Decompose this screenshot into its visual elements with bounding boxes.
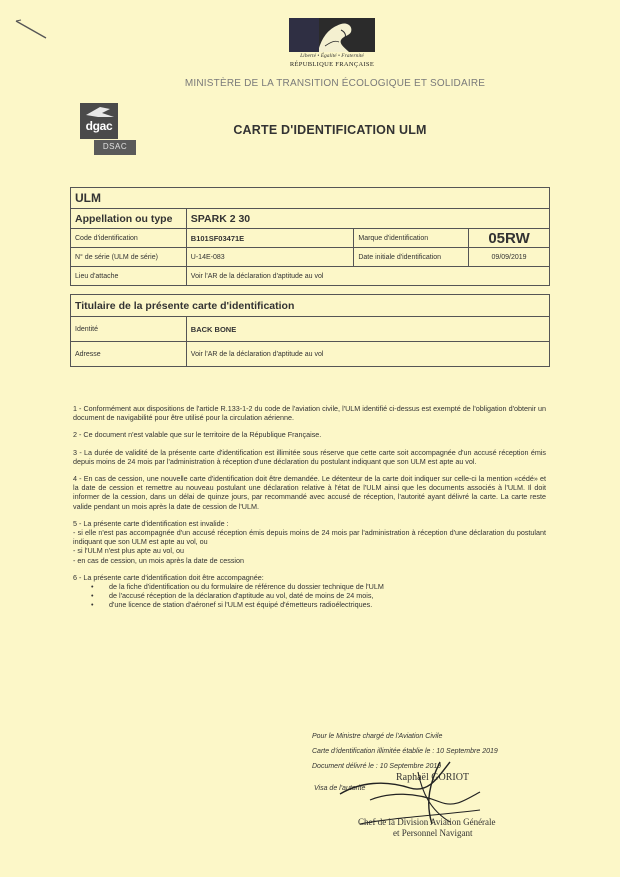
note-5-title: 5 - La présente carte d'identification est invalide : — [73, 518, 229, 528]
marianne-logo — [289, 18, 375, 52]
note-4: 4 - En cas de cession, une nouvelle carte d'identification doit être demandée. Le détenteur de la carte doit indiquer sur celle-ci la mention «cédé» et la date de cession et remettre au nouveau postulant une déclaration relative à l'état de l'ULM ainsi que les documents associés à l'ULM. Il doit informer de la cession, dans un délai de quinze jours, par recommandé avec accusé de réception, l'autorité ayant délivré la carte. La carte reste valide pendant un mois après la date de cession de l'ULM. — [73, 474, 546, 511]
dgac-logo-text: dgac — [85, 119, 113, 133]
signature-line-3: Document délivré le : 10 Septembre 2019 — [312, 763, 442, 770]
corner-pen-mark — [14, 18, 48, 40]
adresse-value: Voir l'AR de la déclaration d'aptitude au vol — [186, 342, 549, 367]
list-item: • d'une licence de station d'aéronef si l'ULM est équipé d'émetteurs radioélectriques. — [91, 600, 546, 609]
serie-value: U-14E-083 — [186, 248, 354, 267]
marque-value: 05RW — [469, 229, 550, 248]
signature-line-1: Pour le Ministre chargé de l'Aviation Civile — [312, 733, 443, 740]
note-6-title: 6 - La présente carte d'identification doit être accompagnée: — [73, 572, 264, 582]
date-label: Date initiale d'identification — [354, 248, 469, 267]
serie-label: N° de série (ULM de série) — [71, 248, 187, 267]
appellation-label: Appellation ou type — [71, 209, 187, 229]
list-item: • de l'accusé réception de la déclaration d'aptitude au vol, daté de moins de 24 mois, — [91, 591, 546, 600]
note-5-c: - en cas de cession, un mois après la date de cession — [73, 555, 244, 565]
note-5-a: - si elle n'est pas accompagnée d'un accusé réception émis depuis moins de 24 mois par l'administration à réception d'une déclaration du postulant indiquant que son ULM est apte au vol, ou — [73, 528, 546, 547]
ministry-name: MINISTÈRE DE LA TRANSITION ÉCOLOGIQUE ET SOLIDAIRE — [184, 78, 486, 89]
marque-label: Marque d'identification — [354, 229, 469, 248]
titulaire-section-title: Titulaire de la présente carte d'identification — [71, 295, 550, 317]
dsac-logo-text: DSAC — [102, 142, 128, 151]
ulm-table — [70, 187, 550, 286]
signatory-name: Raphaël GORIOT — [396, 772, 470, 783]
ulm-section-title: ULM — [71, 188, 550, 209]
motto: Liberté • Égalité • Fraternité — [300, 53, 364, 59]
attache-value: Voir l'AR de la déclaration d'aptitude au vol — [186, 267, 549, 286]
republique-label: RÉPUBLIQUE FRANÇAISE — [289, 61, 375, 68]
identite-value: BACK BONE — [186, 317, 549, 342]
visa-label: Visa de l'autorité — [314, 785, 366, 792]
date-value: 09/09/2019 — [469, 248, 550, 267]
note-2: 2 - Ce document n'est valable que sur le territoire de la République Française. — [73, 430, 322, 440]
attache-label: Lieu d'attache — [71, 267, 187, 286]
notes-section — [73, 404, 546, 618]
page-title: CARTE D'IDENTIFICATION ULM — [233, 123, 427, 137]
signatory-title-2: et Personnel Navigant — [393, 828, 473, 838]
note-6-list — [91, 582, 546, 610]
adresse-label: Adresse — [71, 342, 187, 367]
note-3: 3 - La durée de validité de la présente carte d'identification est illimitée sous réserve que cette carte soit accompagnée d'un accusé réception émis depuis moins de 24 mois par l'administration à réception d'une déclaration du postulant indiquant que son ULM est apte au vol. — [73, 447, 546, 466]
code-label: Code d'identification — [71, 229, 187, 248]
signature-line-2: Carte d'identification illimitée établie le : 10 Septembre 2019 — [312, 748, 498, 755]
note-5-b: - si l'ULM n'est plus apte au vol, ou — [73, 546, 185, 556]
list-item: • de la fiche d'identification ou du formulaire de référence du dossier technique de l'ULM — [91, 582, 546, 591]
note-1: 1 - Conformément aux dispositions de l'article R.133-1-2 du code de l'aviation civile, l'ULM identifié ci-dessus est exempté de l'obligation d'obtenir un document de navigabilité pour être utilisé pour la circulation aérienne. — [73, 404, 546, 423]
appellation-value: SPARK 2 30 — [186, 209, 549, 229]
signatory-title-1: Chef de la Division Aviation Générale — [358, 817, 496, 827]
identite-label: Identité — [71, 317, 187, 342]
code-value: B101SF03471E — [186, 229, 354, 248]
titulaire-table — [70, 294, 550, 367]
